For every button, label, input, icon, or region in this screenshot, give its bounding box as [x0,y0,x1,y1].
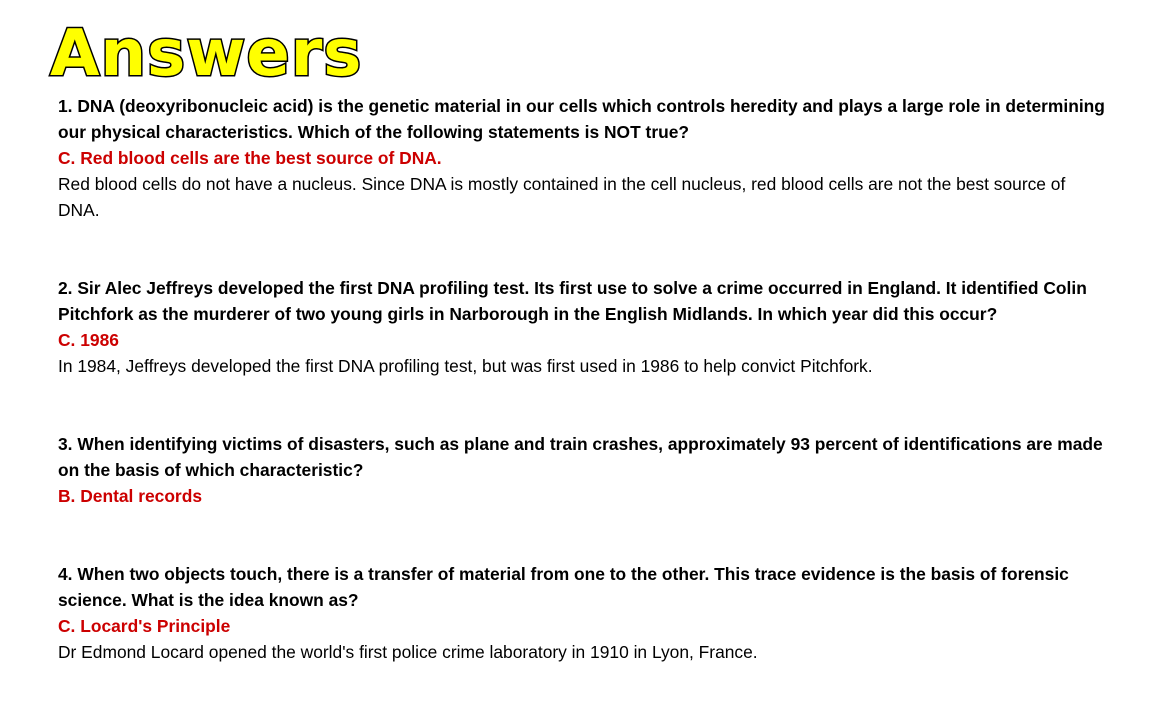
qa-item-1 [58,93,1108,223]
page-title: Answers [50,17,363,91]
question-3: 3. When identifying victims of disasters, such as plane and train crashes, approximately 93 percent of identifications are made on the basis of which characteristic? [58,434,1103,480]
question-1: 1. DNA (deoxyribonucleic acid) is the genetic material in our cells which controls heredity and plays a large role in determining our physical characteristics. Which of the following statements is NOT true? [58,96,1105,142]
answer-1: C. Red blood cells are the best source of DNA. [58,148,442,168]
qa-item-4 [58,561,1108,665]
qa-item-2 [58,275,1108,379]
answers-list [58,93,1108,665]
explanation-4: Dr Edmond Locard opened the world's first police crime laboratory in 1910 in Lyon, France. [58,642,758,662]
question-4: 4. When two objects touch, there is a transfer of material from one to the other. This trace evidence is the basis of forensic science. What is the idea known as? [58,564,1069,610]
question-2: 2. Sir Alec Jeffreys developed the first DNA profiling test. Its first use to solve a crime occurred in England. It identified Colin Pitchfork as the murderer of two young girls in Narborough in the English Midlands. In which year did this occur? [58,278,1087,324]
explanation-2: In 1984, Jeffreys developed the first DNA profiling test, but was first used in 1986 to help convict Pitchfork. [58,356,873,376]
answer-3: B. Dental records [58,486,202,506]
explanation-1: Red blood cells do not have a nucleus. Since DNA is mostly contained in the cell nucleus, red blood cells are not the best source of DNA. [58,174,1066,220]
answer-4: C. Locard's Principle [58,616,231,636]
answer-2: C. 1986 [58,330,119,350]
qa-item-3 [58,431,1108,509]
